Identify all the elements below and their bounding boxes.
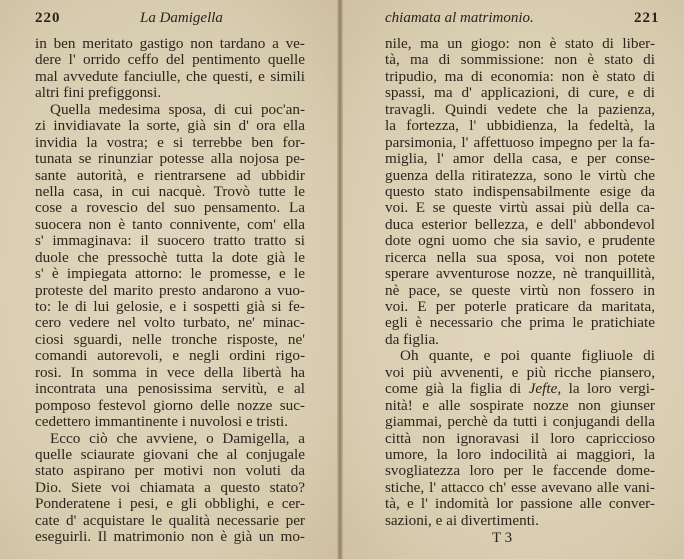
text-line: s' immaginava: il suocero tratto tratto si: [35, 232, 305, 250]
text-line: stiche, l' attacco ch' esse avevano alle vani-: [385, 478, 655, 496]
text-line: Ecco ciò che avviene, o Damigella, a: [50, 429, 305, 447]
text-line: rosi. In somma in vece della libertà ha: [35, 363, 305, 381]
right-page: [340, 0, 684, 559]
text-line: spassi, ma d' applicazioni, di cure, e di: [385, 84, 655, 102]
signature-mark: T 3: [492, 530, 513, 546]
text-line: miglia, l' amor della casa, e per conse-: [385, 150, 655, 168]
text-line: nè pace, se queste virtù non fossero in: [385, 281, 655, 299]
text-line: altri fini prefiggonsi.: [35, 84, 162, 102]
text-line: proteste del marito presto andarono a vuo-: [35, 281, 305, 299]
text-line: tripudio, ma di economia: non è stato di: [385, 67, 655, 85]
right-running-head: chiamata al matrimonio.: [385, 10, 534, 26]
right-page-number: 221: [634, 10, 660, 26]
book-gutter: [337, 0, 343, 559]
text-line: mal avvedute fanciulle, che questi, e simili: [35, 67, 305, 85]
text-line: tà, e l' indomità lor passione alle conver-: [385, 495, 655, 513]
text-line: dere l' orrido ceffo del pentimento quelle: [35, 51, 305, 69]
text-line: tà, ma di sommissione: non è stato di: [385, 51, 655, 69]
text-line: stato aspirano per motivi non voluti da: [35, 462, 305, 480]
text-line: cate d' acquistare le qualità necessarie per: [35, 511, 305, 529]
text-line: cero vedere nel volto turbato, ne' minac-: [35, 314, 305, 332]
left-running-head: La Damigella: [140, 10, 223, 26]
text-line: guenza della ritiratezza, sono le virtù che: [385, 166, 655, 184]
left-page: [0, 0, 340, 559]
text-line: ciosi sguardi, nelle tronche risposte, ne': [35, 330, 305, 348]
text-line: Dio. Siete voi chiamata a questo stato?: [35, 478, 305, 496]
text-line: Ponderatene i pesi, e gli obblighi, e cer-: [35, 495, 305, 513]
text-line: la fortezza, l' ubbidienza, la fedeltà, la: [385, 117, 655, 135]
text-line: sante autorità, e rientrarsene ad ubbidir: [35, 166, 305, 184]
text-line: travagli. Quindi vedete che la pazienza,: [385, 100, 655, 118]
left-page-number: 220: [35, 10, 61, 26]
text-line: da figlia.: [385, 330, 439, 348]
text-line: pomposo festevol giorno delle nozze suc-: [35, 396, 305, 414]
text-line: voi. E per poterle praticare da maritata,: [385, 298, 655, 315]
text-line: in ben meritato gastigo non tardano a ve-: [35, 35, 305, 52]
text-line: incontrata una penosissima servitù, e al: [35, 380, 305, 398]
text-line: voi. E se queste virtù assai più della ca-: [385, 199, 655, 217]
text-line: invidia la vostra; e si terrebbe ben for-: [35, 133, 305, 151]
text-line: quelle sciaurate giovani che al conjugale: [35, 445, 305, 463]
text-line: suocera non è tanto connivente, com' ella: [35, 215, 305, 233]
text-line: duca esterior bellezza, e dell' abbondevol: [385, 215, 655, 233]
text-line: città non ignoravasi il loro capriccioso: [385, 429, 655, 447]
right-body-text: [385, 36, 655, 529]
text-line: ricerca nella sua sposa, voi non potete: [385, 248, 655, 266]
text-line: zi invidiavate la sorte, già sin d' ora ella: [35, 117, 305, 135]
text-line: umore, la loro indocilità ai maggiori, la: [385, 445, 655, 463]
text-line: giammai, perchè da tutti i conjugandi della: [385, 413, 655, 431]
text-line: duole che pressochè tutta la dote già le: [35, 248, 305, 266]
text-line: dote ogni uomo che sia savio, e prudente: [385, 232, 655, 250]
text-line: cedettero immantinente i nuvolosi e tristi.: [35, 413, 289, 431]
text-line: to: le di lui gelosie, e i sospetti già si fe-: [35, 298, 305, 315]
left-body-text: [35, 36, 305, 546]
text-line: cose a rovescio del suo pensamento. La: [35, 199, 305, 217]
text-line: svogliatezza loro per le faccende dome-: [385, 462, 655, 480]
text-line: tunata se rinunziar potesse alla nojosa pe-: [35, 150, 305, 168]
text-line: egli è necessario che prima le pratichiate: [385, 314, 655, 332]
text-line: sazioni, e ai divertimenti.: [385, 511, 539, 529]
text-line: Quella medesima sposa, di cui poc'an-: [50, 100, 305, 118]
text-line: nella casa, in cui nacquè. Trovò tutte le: [35, 182, 305, 200]
italic-name: Jefte: [528, 380, 558, 398]
text-segment: come già la figlia di: [385, 380, 529, 398]
text-line: nità! e alle sospirate nozze non giunser: [385, 396, 655, 414]
text-line: sperare avventurose nozze, nè tranquillità,: [385, 265, 655, 283]
text-line: questo stato indispensabilmente esige da: [385, 182, 655, 200]
text-line: s' è impiegata attorno: le promesse, e le: [35, 265, 305, 283]
text-line: [385, 381, 655, 397]
text-line: Oh quante, e poi quante figliuole di: [400, 347, 655, 365]
text-line: comandi autorevoli, e negli ordini rigo-: [35, 347, 305, 365]
text-line: nile, ma un giogo: non è stato di liber-: [385, 35, 655, 52]
text-line: eseguirli. Il matrimonio non è già un mo-: [35, 528, 305, 546]
text-segment: , la loro vergi-: [557, 380, 655, 398]
text-line: voi più avvenenti, e più ricche piansero,: [385, 363, 655, 381]
text-line: parsimonia, l' affettuoso impegno per la fa-: [385, 133, 655, 151]
